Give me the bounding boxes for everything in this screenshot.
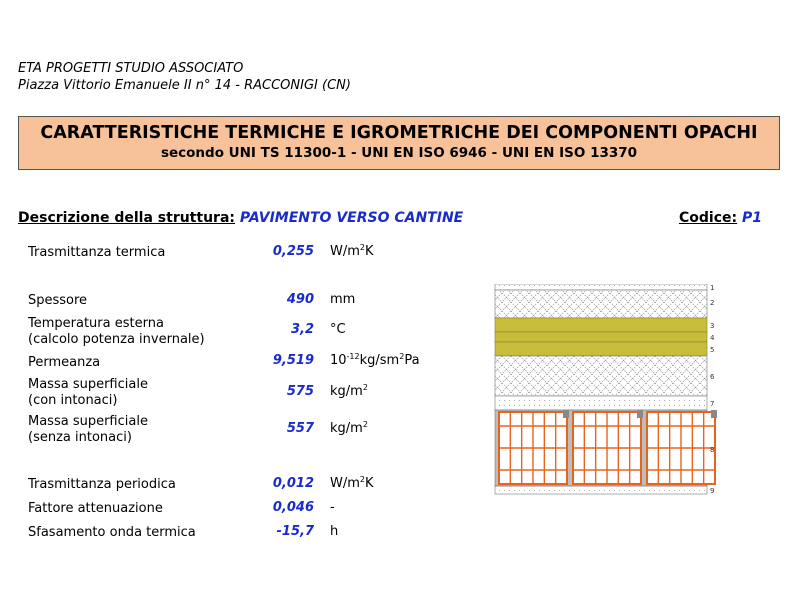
layer-5 [495,342,707,356]
layer-number-2: 2 [710,299,715,307]
structure-description [18,210,762,230]
layer-number-3: 3 [710,322,715,330]
hollow-brick [573,410,643,484]
surface-mass-noplaster-unit: $kg/m^2$ [330,420,368,436]
thermal-transmittance-unit: $W/m^2K$ [330,243,374,259]
thickness-unit: mm [330,292,356,307]
periodic-transmittance-value: 0,012 [272,476,314,491]
external-temperature-value: 3,2 [290,322,314,337]
hollow-brick [647,410,717,484]
layer-number-9: 9 [710,487,715,495]
layer-3 [495,318,707,332]
code-label: Codice: [679,210,738,226]
layer-2-hatch [495,290,707,318]
attenuation-factor-unit: - [330,500,335,515]
brick-joint [711,410,717,418]
brick-joint [637,410,643,418]
layer-9 [495,486,707,494]
thickness-label: Spessore [28,293,88,308]
layer-7-dots [495,396,707,410]
surface-mass-noplaster-value: 557 [286,421,314,436]
layer-number-5: 5 [710,346,715,354]
attenuation-factor-value: 0,046 [272,500,314,515]
hollow-brick [499,410,569,484]
thermal-transmittance-label: Trasmittanza termica [28,245,166,260]
thickness-value: 490 [286,292,314,307]
description-value: PAVIMENTO VERSO CANTINE [239,210,464,226]
company-name: ETA PROGETTI STUDIO ASSOCIATO [18,61,244,76]
periodic-transmittance-label: Trasmittanza periodica [28,477,176,492]
layer-4 [495,332,707,342]
page-subtitle: secondo UNI TS 11300-1 - UNI EN ISO 6946 - UNI EN ISO 13370 [160,145,638,161]
thermal-transmittance-value: 0,255 [272,244,314,259]
layer-number-1: 1 [710,284,715,292]
external-temperature-label: Temperatura esterna (calcolo potenza invernale) [28,316,205,347]
surface-mass-noplaster-label: Massa superficiale (senza intonaci) [28,414,148,445]
external-temperature-unit: °C [330,322,346,337]
surface-mass-plaster-label: Massa superficiale (con intonaci) [28,377,148,408]
layer-number-8: 8 [710,446,715,454]
code-value: P1 [741,210,762,226]
company-info [18,60,351,94]
brick-joint [563,410,569,418]
title-box [18,116,780,170]
layer-number-4: 4 [710,334,715,342]
phase-shift-value: -15,7 [276,524,314,539]
permeance-label: Permeanza [28,355,101,370]
layer-number-7: 7 [710,400,715,408]
layer-section-diagram [493,284,721,496]
company-address: Piazza Vittorio Emanuele II n° 14 - RACCONIGI (CN) [18,78,351,93]
attenuation-factor-label: Fattore attenuazione [28,501,163,516]
layer-number-6: 6 [710,373,715,381]
surface-mass-plaster-value: 575 [286,384,314,399]
layer-8-bricks [495,410,717,486]
surface-mass-plaster-unit: $kg/m^2$ [330,383,368,399]
periodic-transmittance-unit: $W/m^2K$ [330,475,374,491]
permeance-unit: $10^{-12}kg/sm^2Pa$ [330,352,420,368]
permeance-value: 9,519 [272,353,314,368]
layer-6-hatch [495,356,707,396]
phase-shift-label: Sfasamento onda termica [28,525,196,540]
layer-1 [495,284,707,290]
description-label: Descrizione della struttura: [18,210,235,226]
page-title: CARATTERISTICHE TERMICHE E IGROMETRICHE DEI COMPONENTI OPACHI [40,123,758,143]
code-field [679,210,762,226]
phase-shift-unit: h [330,524,339,539]
